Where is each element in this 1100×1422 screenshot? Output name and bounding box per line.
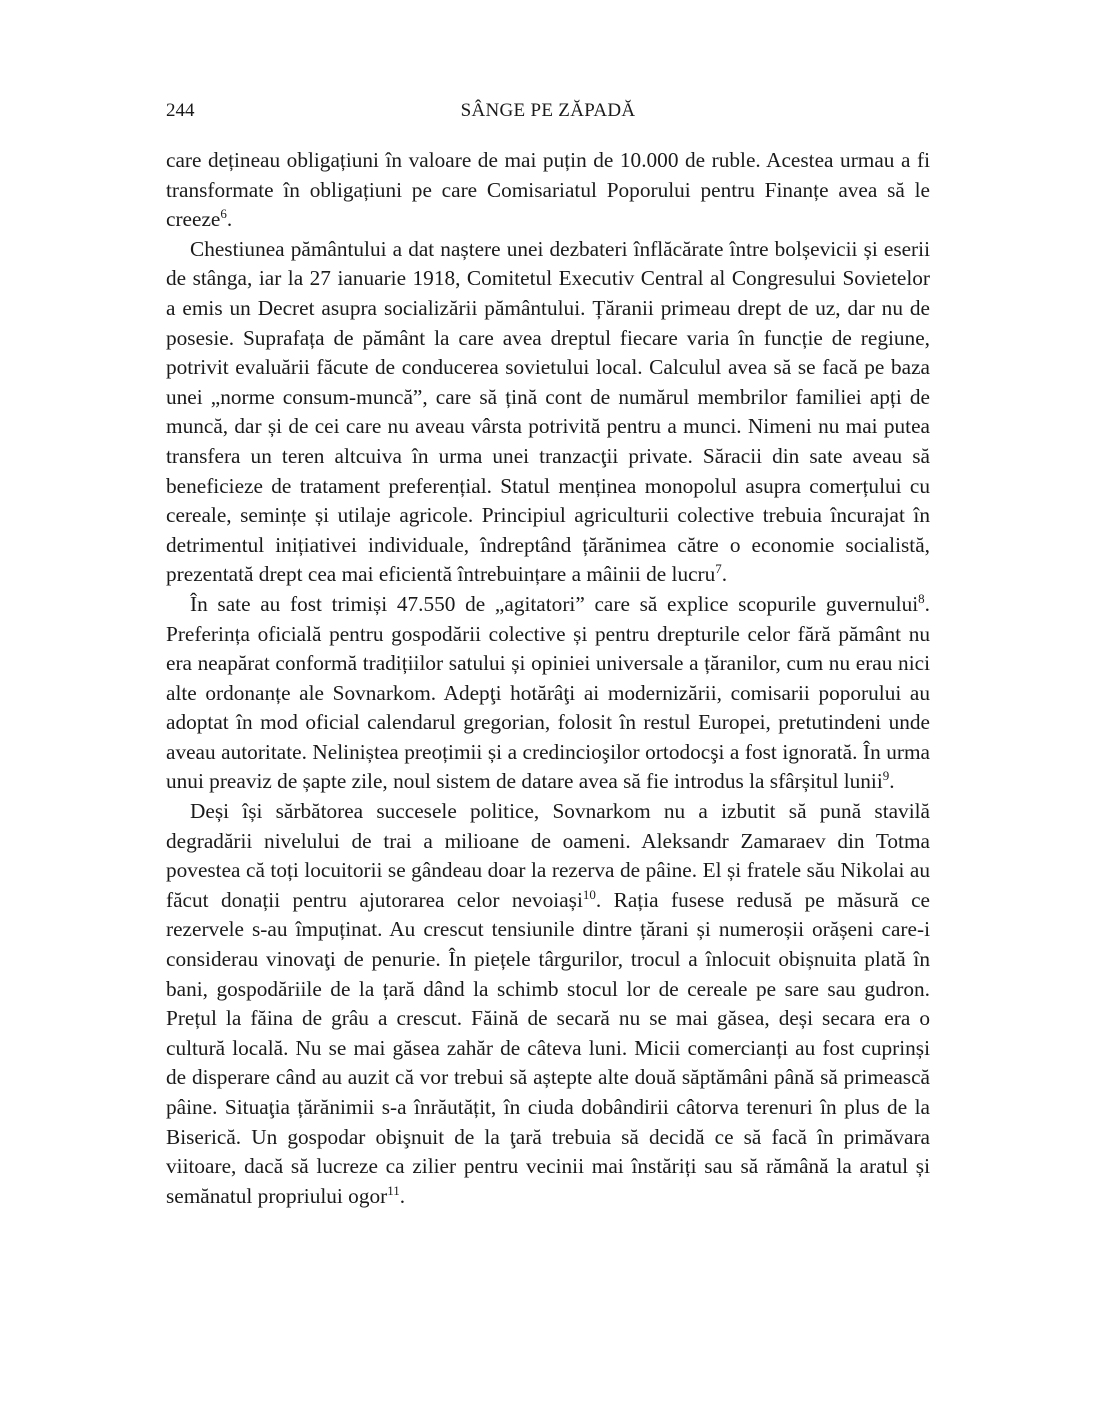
paragraph-text: . [399,1183,406,1208]
running-title: SÂNGE PE ZĂPADĂ [460,100,636,121]
paragraph-text: . [889,769,895,794]
paragraph-text: Chestiunea pământului a dat naștere unei dezbateri înflăcărate între bolșevicii și eserii de stânga, iar la 27 ianuarie 1918, Comitetul Executiv Central al Congresului Sovietelor a emis un Decret asupra socializării pământului. Țăranii primeau drept de uz, dar nu de posesie. Suprafața de pământ la care avea dreptul fiecare varia în funcție de regiune, potrivit evaluării făcute de conducerea sovietului local. Calculul avea să se facă pe baza unei „norme consum-muncă”, care să țină cont de numărul membrilor familiei apți de muncă, dar și de cei care nu aveau vârsta potrivită pentru a munci. Nimeni nu mai putea transfera un teren altcuiva în urma unei tranzacţii private. Săracii din sate aveau să beneficieze de tratament preferențial. Statul menținea monopolul asupra comerțului cu cereale, semințe și utilaje agricole. Principiul agriculturii colective trebuia încurajat în detrimentul inițiativei individuale, îndreptând țărănimea către o economie socialistă, prezentată drept cea mai eficientă întrebuințare a mâinii de lucru [166,236,930,587]
paragraph-text: Deși își sărbătorea succesele politice, Sovnarkom nu a izbutit să pună stavilă degradării nivelului de trai a milioane de oameni. Aleksandr Zamaraev din Totma povestea că toți locuitorii se gândeau doar la rezerva de pâine. El și fratele său Nikolai au făcut donații pentru ajutorarea celor nevoiași [166,799,930,912]
page-number: 244 [166,100,195,121]
paragraph-text: . Preferința oficială pentru gospodării colective și pentru drepturile celor fără pământ nu era neapărat conformă tradițiilor satului și opiniei universale a țăranilor, cum nu erau nici alte ordonanțe ale Sovnarkom. Adepţi hotărâţi ai modernizării, comisarii poporului au adoptat în mod oficial calendarul gregorian, folosit în restul Europei, pretutindeni unde aveau autoritate. Neliniștea preoțimii și a credincioşilor ortodocşi a fost ignorată. În urma unui preaviz de șapte zile, noul sistem de datare avea să fie introdus la sfârșitul lunii [166,591,930,794]
paragraph-text: . [226,207,233,232]
paragraph-1 [166,146,930,235]
footnote-marker: 10 [582,886,596,902]
paragraph-text: care dețineau obligațiuni în valoare de mai puțin de 10.000 de ruble. Acestea urmau a fi transformate în obligațiuni pe care Comisariatul Poporului pentru Finanțe avea să le creeze [166,148,930,232]
footnote-marker: 9 [882,768,890,784]
paragraph-text: . Rația fusese redusă pe măsură ce rezervele s-au împuținat. Au crescut tensiunile dintre țărani și numeroșii orășeni care-i considerau vinovaţi de penurie. În piețele târgurilor, trocul a înlocuit obișnuita plată în bani, gospodăriile de la țară dând la schimb stocul lor de cereale pe sare sau gudron. Prețul la făina de grâu a crescut. Făină de secară nu se mai găsea, deși secara era o cultură locală. Nu se mai găsea zahăr de câteva luni. Micii comercianți au fost cuprinși de disperare când au auzit că vor trebui să aștepte alte două săptămâni până să primească pâine. Situaţia țărănimii s-a înrăutățit, în ciuda dobândirii câtorva terenuri în plus de la Biserică. Un gospodar obişnuit de la ţară trebuia să decidă ce să facă în primăvara viitoare, dacă să lucreze ca zilier pentru vecinii mai înstăriți sau să rămână la aratul și semănatul propriului ogor [166,887,930,1208]
paragraph-4 [166,797,930,1211]
book-page [166,96,930,1211]
footnote-marker: 11 [387,1182,400,1198]
footnote-marker: 8 [918,590,925,606]
footnote-marker: 6 [220,206,227,222]
paragraph-text: . [721,562,728,587]
paragraph-2 [166,235,930,590]
running-header [166,96,930,126]
paragraph-text: În sate au fost trimiși 47.550 de „agitatori” care să explice scopurile guvernului [190,591,919,616]
footnote-marker: 7 [715,561,722,577]
body-text [166,146,930,1211]
paragraph-3 [166,590,930,797]
